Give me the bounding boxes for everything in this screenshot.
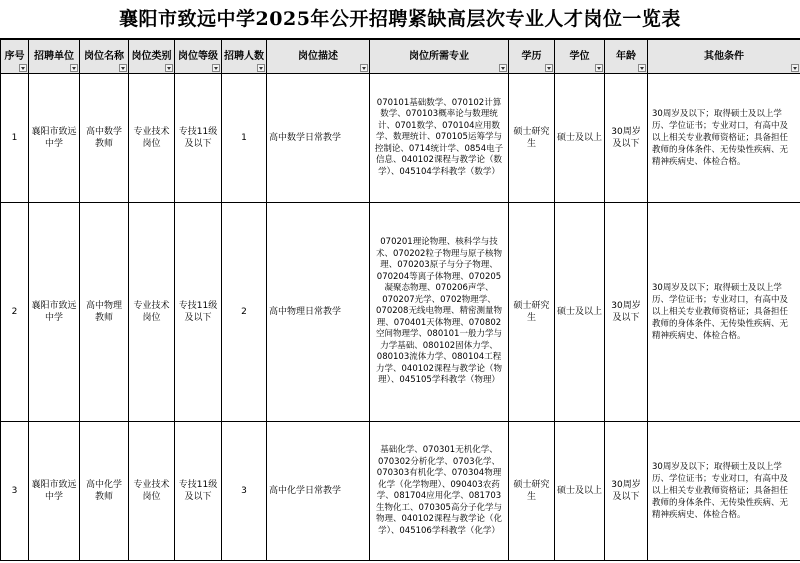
filter-dropdown-icon[interactable] [595, 64, 603, 72]
cell-unit[interactable]: 襄阳市致远中学 [29, 203, 80, 422]
cell-no[interactable]: 2 [1, 203, 29, 422]
table-row [1, 422, 800, 561]
filter-dropdown-icon[interactable] [70, 64, 78, 72]
header-cell-edu[interactable]: 学历 [509, 40, 555, 74]
header-cell-major[interactable]: 岗位所需专业 [370, 40, 509, 74]
cell-post[interactable]: 高中化学教师 [80, 422, 129, 561]
cell-count[interactable]: 3 [222, 422, 267, 561]
cell-desc[interactable]: 高中数学日常教学 [267, 74, 370, 203]
cell-no[interactable]: 3 [1, 422, 29, 561]
header-cell-cond[interactable]: 其他条件 [648, 40, 800, 74]
cell-degree[interactable]: 硕士及以上 [555, 422, 605, 561]
cell-age[interactable]: 30周岁及以下 [605, 74, 648, 203]
cell-level[interactable]: 专技11级及以下 [175, 422, 222, 561]
filter-dropdown-icon[interactable] [545, 64, 553, 72]
positions-table [0, 39, 800, 561]
filter-dropdown-icon[interactable] [165, 64, 173, 72]
cell-desc[interactable]: 高中物理日常教学 [267, 203, 370, 422]
cell-post[interactable]: 高中物理教师 [80, 203, 129, 422]
cell-degree[interactable]: 硕士及以上 [555, 74, 605, 203]
header-cell-desc[interactable]: 岗位描述 [267, 40, 370, 74]
filter-dropdown-icon[interactable] [360, 64, 368, 72]
cell-degree[interactable]: 硕士及以上 [555, 203, 605, 422]
filter-dropdown-icon[interactable] [19, 64, 27, 72]
cell-level[interactable]: 专技11级及以下 [175, 203, 222, 422]
cell-cond[interactable]: 30周岁及以下；取得硕士及以上学历、学位证书；专业对口，有高中及以上相关专业教师资格证；具备担任教师的身体条件、无传染性疾病、无精神疾病史、体检合格。 [648, 203, 800, 422]
cell-age[interactable]: 30周岁及以下 [605, 203, 648, 422]
cell-category[interactable]: 专业技术岗位 [129, 203, 175, 422]
cell-unit[interactable]: 襄阳市致远中学 [29, 422, 80, 561]
header-cell-post[interactable]: 岗位名称 [80, 40, 129, 74]
filter-dropdown-icon[interactable] [499, 64, 507, 72]
cell-category[interactable]: 专业技术岗位 [129, 74, 175, 203]
filter-dropdown-icon[interactable] [638, 64, 646, 72]
table-row [1, 74, 800, 203]
cell-post[interactable]: 高中数学教师 [80, 74, 129, 203]
cell-unit[interactable]: 襄阳市致远中学 [29, 74, 80, 203]
filter-dropdown-icon[interactable] [119, 64, 127, 72]
cell-major[interactable]: 070201理论物理、核科学与技术、070202粒子物理与原子核物理、070203原子与分子物理、070204等离子体物理、070205凝聚态物理、070206声学、070207光学、0702物理学、070208无线电物理、精密测量物理、070401天体物理、070802空间物理学、080101一般力学与力学基础、080102固体力学、080103流体力学、080104工程力学、040102课程与教学论（物理）、045105学科教学（物理） [370, 203, 509, 422]
cell-age[interactable]: 30周岁及以下 [605, 422, 648, 561]
cell-cond[interactable]: 30周岁及以下；取得硕士及以上学历、学位证书；专业对口，有高中及以上相关专业教师资格证；具备担任教师的身体条件、无传染性疾病、无精神疾病史、体检合格。 [648, 74, 800, 203]
filter-dropdown-icon[interactable] [791, 64, 799, 72]
page-title: 襄阳市致远中学2025年公开招聘紧缺高层次专业人才岗位一览表 [0, 0, 800, 39]
cell-desc[interactable]: 高中化学日常教学 [267, 422, 370, 561]
header-cell-category[interactable]: 岗位类别 [129, 40, 175, 74]
cell-no[interactable]: 1 [1, 74, 29, 203]
cell-edu[interactable]: 硕士研究生 [509, 422, 555, 561]
header-cell-age[interactable]: 年龄 [605, 40, 648, 74]
header-cell-no[interactable]: 序号 [1, 40, 29, 74]
filter-dropdown-icon[interactable] [212, 64, 220, 72]
table-row [1, 203, 800, 422]
header-cell-degree[interactable]: 学位 [555, 40, 605, 74]
header-cell-count[interactable]: 招聘人数 [222, 40, 267, 74]
cell-count[interactable]: 1 [222, 74, 267, 203]
header-cell-level[interactable]: 岗位等级 [175, 40, 222, 74]
cell-cond[interactable]: 30周岁及以下；取得硕士及以上学历、学位证书；专业对口，有高中及以上相关专业教师资格证；具备担任教师的身体条件、无传染性疾病、无精神疾病史、体检合格。 [648, 422, 800, 561]
cell-category[interactable]: 专业技术岗位 [129, 422, 175, 561]
cell-edu[interactable]: 硕士研究生 [509, 74, 555, 203]
filter-dropdown-icon[interactable] [257, 64, 265, 72]
cell-count[interactable]: 2 [222, 203, 267, 422]
cell-major[interactable]: 070101基础数学、070102计算数学、070103概率论与数理统计、0701数学、070104应用数学、数理统计、070105运筹学与控制论、0714统计学、0854电子信息、040102课程与教学论（数学）、045104学科教学（数学） [370, 74, 509, 203]
header-row [1, 40, 800, 74]
header-cell-unit[interactable]: 招聘单位 [29, 40, 80, 74]
cell-edu[interactable]: 硕士研究生 [509, 203, 555, 422]
cell-major[interactable]: 基础化学、070301无机化学、070302分析化学、0703化学、070303有机化学、070304物理化学（化学物理）、090403农药学、081704应用化学、081703生物化工、070305高分子化学与物理、040102课程与教学论（化学）、045106学科教学（化学） [370, 422, 509, 561]
cell-level[interactable]: 专技11级及以下 [175, 74, 222, 203]
